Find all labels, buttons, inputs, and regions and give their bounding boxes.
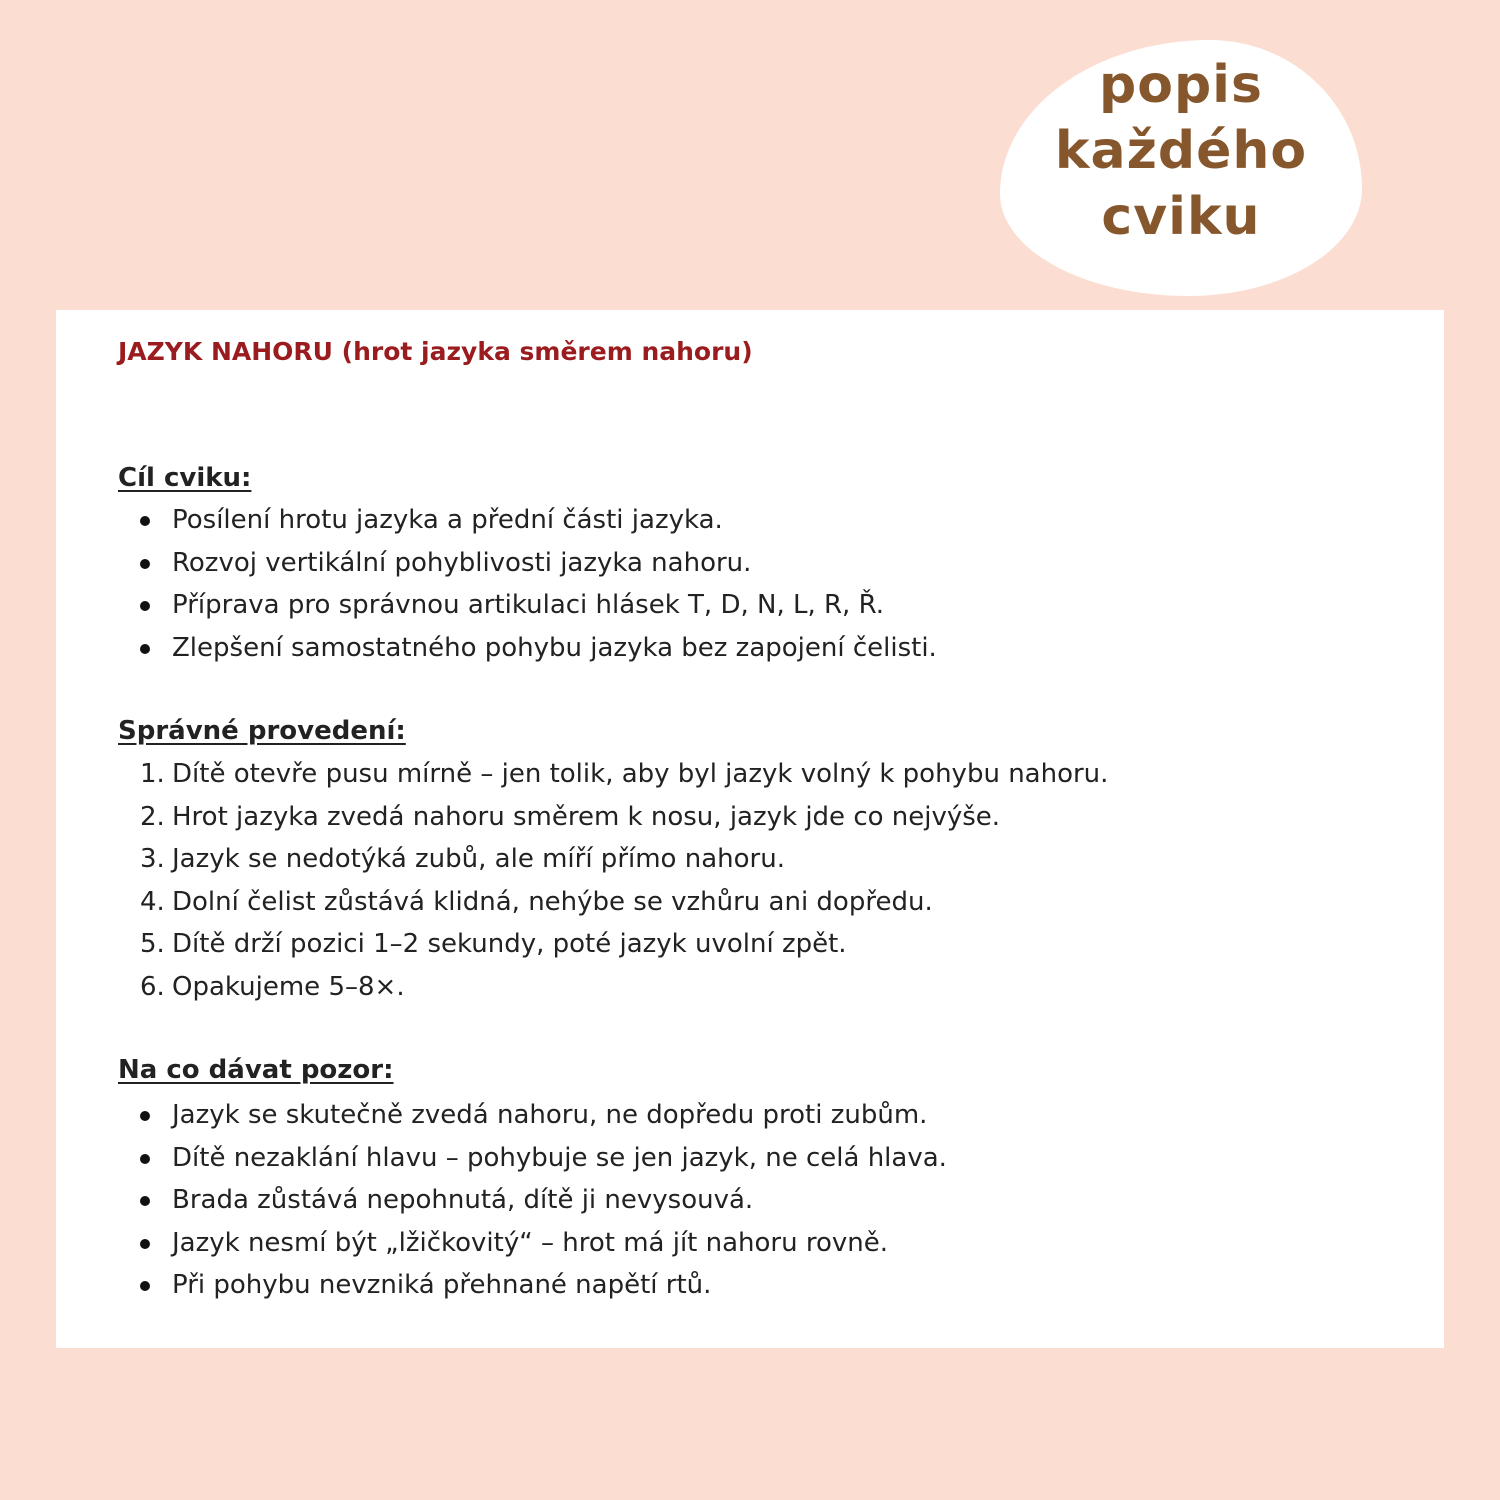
bullet-icon xyxy=(140,1154,150,1164)
bubble-line: cviku xyxy=(1101,187,1261,247)
list-item-text: Zlepšení samostatného pohybu jazyka bez zapojení čelisti. xyxy=(172,632,937,663)
list-item xyxy=(172,1094,947,1137)
list-item xyxy=(172,1264,947,1307)
list-item xyxy=(172,499,937,542)
bubble-caption xyxy=(1000,52,1362,250)
step-number: 3. xyxy=(140,844,165,875)
list-item-text: Jazyk se skutečně zvedá nahoru, ne dopředu proti zubům. xyxy=(172,1100,928,1130)
list-item-text: Jazyk se nedotýká zubů, ale míří přímo nahoru. xyxy=(172,844,785,875)
list-item-text: Hrot jazyka zvedá nahoru směrem k nosu, jazyk jde co nejvýše. xyxy=(172,801,1001,832)
list-item xyxy=(172,1179,947,1222)
step-number: 5. xyxy=(140,929,165,960)
bullet-icon xyxy=(140,1239,150,1249)
bullet-icon xyxy=(140,516,150,526)
list-item-text: Dítě otevře pusu mírně – jen tolik, aby byl jazyk volný k pohybu nahoru. xyxy=(172,759,1109,789)
list-item xyxy=(172,1137,947,1180)
caution-list xyxy=(172,1094,947,1307)
step-number: 6. xyxy=(140,971,165,1002)
list-item-text: Dolní čelist zůstává klidná, nehýbe se vzhůru ani dopředu. xyxy=(172,886,933,917)
list-item-text: Jazyk nesmí být „lžičkovitý“ – hrot má jít nahoru rovně. xyxy=(172,1227,889,1258)
list-item xyxy=(172,584,937,627)
bullet-icon xyxy=(140,1111,150,1121)
procedure-heading: Správné provedení: xyxy=(118,716,406,746)
goal-heading: Cíl cviku: xyxy=(118,463,252,493)
bullet-icon xyxy=(140,1281,150,1291)
bubble-line: každého xyxy=(1054,121,1308,181)
list-item xyxy=(172,1222,947,1265)
list-item xyxy=(140,753,1109,796)
step-number: 4. xyxy=(140,886,165,917)
list-item xyxy=(140,923,1108,966)
list-item-text: Při pohybu nevzniká přehnané napětí rtů. xyxy=(172,1270,712,1301)
list-item-text: Dítě nezaklání hlavu – pohybuje se jen jazyk, ne celá hlava. xyxy=(172,1142,947,1173)
step-number: 1. xyxy=(140,759,165,789)
caution-heading: Na co dávat pozor: xyxy=(118,1055,394,1085)
bullet-icon xyxy=(140,601,150,611)
list-item-text: Brada zůstává nepohnutá, dítě ji nevysouvá. xyxy=(172,1185,754,1216)
bullet-icon xyxy=(140,1196,150,1206)
procedure-list xyxy=(140,753,1109,1009)
list-item-text: Posílení hrotu jazyka a přední části jazyka. xyxy=(172,505,723,535)
list-item xyxy=(140,881,1108,924)
bullet-icon xyxy=(140,559,150,569)
bubble-line: popis xyxy=(1099,55,1263,115)
list-item-text: Příprava pro správnou artikulaci hlásek T, D, N, L, R, Ř. xyxy=(172,590,884,621)
bullet-icon xyxy=(140,644,150,654)
step-number: 2. xyxy=(140,801,165,832)
exercise-card xyxy=(56,310,1444,1348)
list-item xyxy=(172,542,937,585)
list-item xyxy=(140,966,1108,1009)
list-item-text: Opakujeme 5–8×. xyxy=(172,971,405,1002)
exercise-title: JAZYK NAHORU (hrot jazyka směrem nahoru) xyxy=(118,337,753,366)
list-item-text: Rozvoj vertikální pohyblivosti jazyka nahoru. xyxy=(172,547,752,578)
list-item-text: Dítě drží pozici 1–2 sekundy, poté jazyk uvolní zpět. xyxy=(172,929,847,960)
list-item xyxy=(140,796,1108,839)
goal-list xyxy=(172,499,937,669)
list-item xyxy=(140,838,1108,881)
list-item xyxy=(172,627,937,670)
